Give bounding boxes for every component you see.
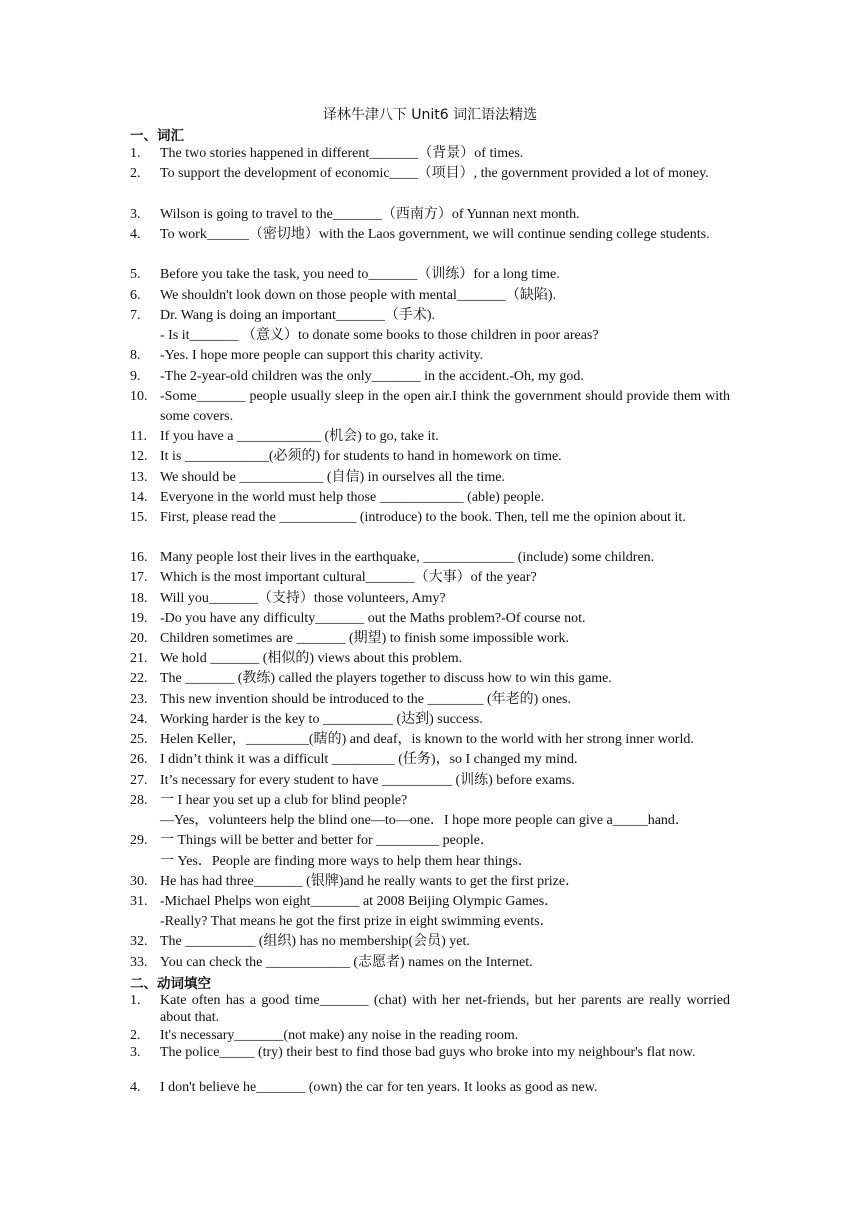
- item-text: 一 Things will be better and better for _________ people．: [160, 833, 494, 848]
- item-text: It's necessary_______(not make) any noise in the reading room.: [160, 1028, 519, 1043]
- item-number: 24.: [130, 712, 148, 727]
- item-text: Dr. Wang is doing an important_______（手术).: [160, 308, 436, 323]
- item-text: To support the development of economic____（项目）, the government provided a lot of money.: [160, 166, 709, 181]
- item-number: 33.: [130, 955, 148, 970]
- item-number: 15.: [130, 510, 148, 525]
- item-text: To work______（密切地）with the Laos government, we will continue sending college students.: [160, 227, 710, 242]
- item-number: 30.: [130, 874, 148, 889]
- item-number: 29.: [130, 833, 148, 848]
- item-number: 20.: [130, 631, 148, 646]
- item-number: 31.: [130, 894, 148, 909]
- item-text: Wilson is going to travel to the_______（西南方）of Yunnan next month.: [160, 207, 580, 222]
- item-number: 6.: [130, 288, 141, 303]
- item-text: It’s necessary for every student to have __________ (训练) before exams.: [160, 773, 575, 788]
- item-text: -Do you have any difficulty_______ out the Maths problem?-Of course not.: [160, 611, 586, 626]
- item-number: 19.: [130, 611, 148, 626]
- item-text: The two stories happened in different_______（背景）of times.: [160, 146, 524, 161]
- item-text: 一 Yes．People are finding more ways to help them hear things．: [160, 854, 532, 869]
- item-text: -Really? That means he got the first prize in eight swimming events．: [160, 914, 554, 929]
- item-number: 2.: [130, 166, 141, 181]
- item-text: If you have a ____________ (机会) to go, take it.: [160, 429, 439, 444]
- item-number: 14.: [130, 490, 148, 505]
- item-number: 18.: [130, 591, 148, 606]
- item-number: 28.: [130, 793, 148, 808]
- item-number: 11.: [130, 429, 147, 444]
- item-number: 17.: [130, 570, 148, 585]
- item-text: Before you take the task, you need to_______（训练）for a long time.: [160, 267, 560, 282]
- item-text: Kate often has a good time_______ (chat) with her net-friends, but her parents are really worried about that.: [160, 993, 730, 1025]
- item-text: -Some_______ people usually sleep in the open air.I think the government should provide them with some covers.: [160, 389, 730, 424]
- section-heading-vocabulary: 一、词汇: [130, 128, 184, 144]
- item-number: 25.: [130, 732, 148, 747]
- item-text: We shouldn't look down on those people with mental_______（缺陷).: [160, 288, 557, 303]
- item-number: 32.: [130, 934, 148, 949]
- item-text: -Yes. I hope more people can support this charity activity.: [160, 348, 484, 363]
- item-text: -Michael Phelps won eight_______ at 2008 Beijing Olympic Games．: [160, 894, 559, 909]
- item-text: Many people lost their lives in the earthquake, _____________ (include) some children.: [160, 550, 655, 565]
- item-text: You can check the ____________ (志愿者) names on the Internet.: [160, 955, 533, 970]
- item-text: I don't believe he_______ (own) the car for ten years. It looks as good as new.: [160, 1080, 598, 1095]
- item-number: 1.: [130, 146, 141, 161]
- item-number: 3.: [130, 207, 141, 222]
- item-text: First, please read the ___________ (introduce) to the book. Then, tell me the opinion about it.: [160, 510, 686, 525]
- item-number: 10.: [130, 389, 148, 404]
- item-text: We should be ____________ (自信) in ourselves all the time.: [160, 470, 505, 485]
- item-text: Children sometimes are _______ (期望) to finish some impossible work.: [160, 631, 570, 646]
- item-number: 8.: [130, 348, 141, 363]
- item-number: 13.: [130, 470, 148, 485]
- item-text: —Yes，volunteers help the blind one—to—one．I hope more people can give a_____hand．: [160, 813, 689, 828]
- item-text: The police_____ (try) their best to find those bad guys who broke into my neighbour's flat now.: [160, 1045, 696, 1060]
- item-text: I didn’t think it was a difficult _________ (任务)，so I changed my mind.: [160, 752, 578, 767]
- item-number: 26.: [130, 752, 148, 767]
- item-number: 22.: [130, 671, 148, 686]
- item-text: It is ____________(必须的) for students to hand in homework on time.: [160, 449, 562, 464]
- item-text: Helen Keller，_________(瞎的) and deaf，is known to the world with her strong inner world.: [160, 732, 694, 747]
- item-number: 1.: [130, 993, 141, 1008]
- item-number: 27.: [130, 773, 148, 788]
- item-number: 16.: [130, 550, 148, 565]
- item-text: Which is the most important cultural_______（大事）of the year?: [160, 570, 537, 585]
- item-number: 12.: [130, 449, 148, 464]
- item-text: We hold _______ (相似的) views about this problem.: [160, 651, 463, 666]
- item-text: He has had three_______ (银牌)and he really wants to get the first prize．: [160, 874, 580, 889]
- item-number: 4.: [130, 1080, 141, 1095]
- item-number: 23.: [130, 692, 148, 707]
- item-text: Everyone in the world must help those ____________ (able) people.: [160, 490, 545, 505]
- item-text: Will you_______（支持）those volunteers, Amy?: [160, 591, 446, 606]
- item-number: 4.: [130, 227, 141, 242]
- item-number: 7.: [130, 308, 141, 323]
- item-text: This new invention should be introduced to the ________ (年老的) ones.: [160, 692, 571, 707]
- item-number: 21.: [130, 651, 148, 666]
- item-text: -The 2-year-old children was the only_______ in the accident.-Oh, my god.: [160, 369, 584, 384]
- item-text: The __________ (组织) has no membership(会员) yet.: [160, 934, 470, 949]
- page-title: 译林牛津八下 Unit6 词汇语法精选: [322, 107, 538, 123]
- item-text: The _______ (教练) called the players together to discuss how to win this game.: [160, 671, 612, 686]
- item-text: 一 I hear you set up a club for blind people?: [160, 793, 408, 808]
- item-text: Working harder is the key to __________ (达到) success.: [160, 712, 483, 727]
- item-number: 2.: [130, 1028, 141, 1043]
- item-number: 5.: [130, 267, 141, 282]
- item-text: - Is it_______ （意义）to donate some books to those children in poor areas?: [160, 328, 599, 343]
- item-number: 9.: [130, 369, 141, 384]
- section-heading-verb-fill: 二、动词填空: [130, 976, 211, 992]
- item-number: 3.: [130, 1045, 141, 1060]
